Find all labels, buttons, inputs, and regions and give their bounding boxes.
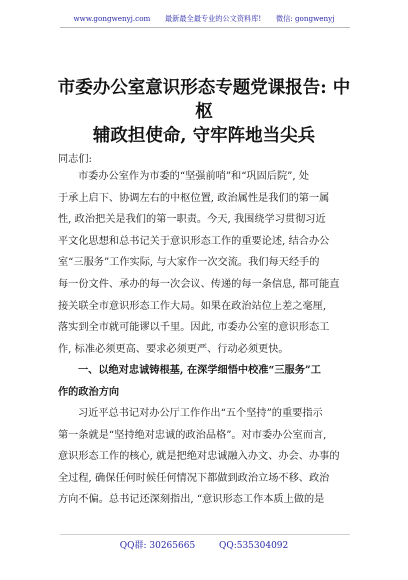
header-website-link[interactable]: www.gongwenyj.com [73,14,151,23]
paragraph-line: 意识形态工作的核心, 就是把绝对忠诚融入办文、办会、办事的 [58,451,340,463]
title-line: 辅政担使命, 守牢阵地当尖兵 [92,126,316,146]
greeting: 同志们: [58,154,92,165]
title-line: 市委办公室意识形态专题党课报告: 中枢 [57,78,351,122]
paragraph-line: 平文化思想和总书记关于意识形态工作的重要论述, 结合办公 [58,235,330,247]
page-header [0,14,408,24]
heading-line: 作的政治方向 [58,385,120,398]
paragraph-line: 市委办公室作为市委的“坚强前哨”和“巩固后院”, 处 [78,171,310,182]
paragraph-line: 性, 政治把关是我们的第一职责。今天, 我围绕学习贯彻习近 [58,214,326,226]
header-slogan: 最新最全最专业的公文资料库! [164,14,262,23]
paragraph-line: 方向不偏。总书记还深刻指出, “意识形态工作本质上做的是 [58,494,325,506]
paragraph-line: 每一份文件、承办的每一次会议、传递的每一条信息, 都可能直 [58,278,340,290]
section-heading-1 [58,360,358,403]
header-divider [60,27,350,28]
heading-line: 一、以绝对忠诚铸根基, 在深学细悟中校准“三服务”工 [78,364,321,376]
page-footer [0,538,408,551]
paragraph-line: 于承上启下、协调左右的中枢位置, 政治属性是我们的第一属 [58,192,330,204]
footer-divider [60,534,350,535]
header-wechat: 微信: gongwenyj [275,14,335,23]
paragraph-line: 全过程, 确保任何时候任何情况下都做到政治立场不移、政治 [58,472,330,484]
footer-qq-group: QQ群: 30265665 [119,541,196,551]
paragraph-line: 作, 标准必须更高、要求必须更严、行动必须更快。 [58,343,289,355]
paragraph-line: 习近平总书记对办公厅工作作出“五个坚持”的重要指示 [78,408,323,419]
body-paragraph-2 [58,403,358,511]
footer-qq: QQ:535304092 [218,541,289,551]
paragraph-line: 接关联全市意识形态工作大局。如果在政治站位上差之毫厘, [58,300,327,312]
document-title [50,76,358,148]
paragraph-line: 第一条就是“坚持绝对忠诚的政治品格”。对市委办公室而言, [58,429,327,441]
body-paragraph-1 [58,166,358,360]
paragraph-line: 室“三服务”工作实际, 与大家作一次交流。我们每天经手的 [58,257,320,269]
paragraph-line: 落实到全市就可能谬以千里。因此, 市委办公室的意识形态工 [58,322,330,334]
